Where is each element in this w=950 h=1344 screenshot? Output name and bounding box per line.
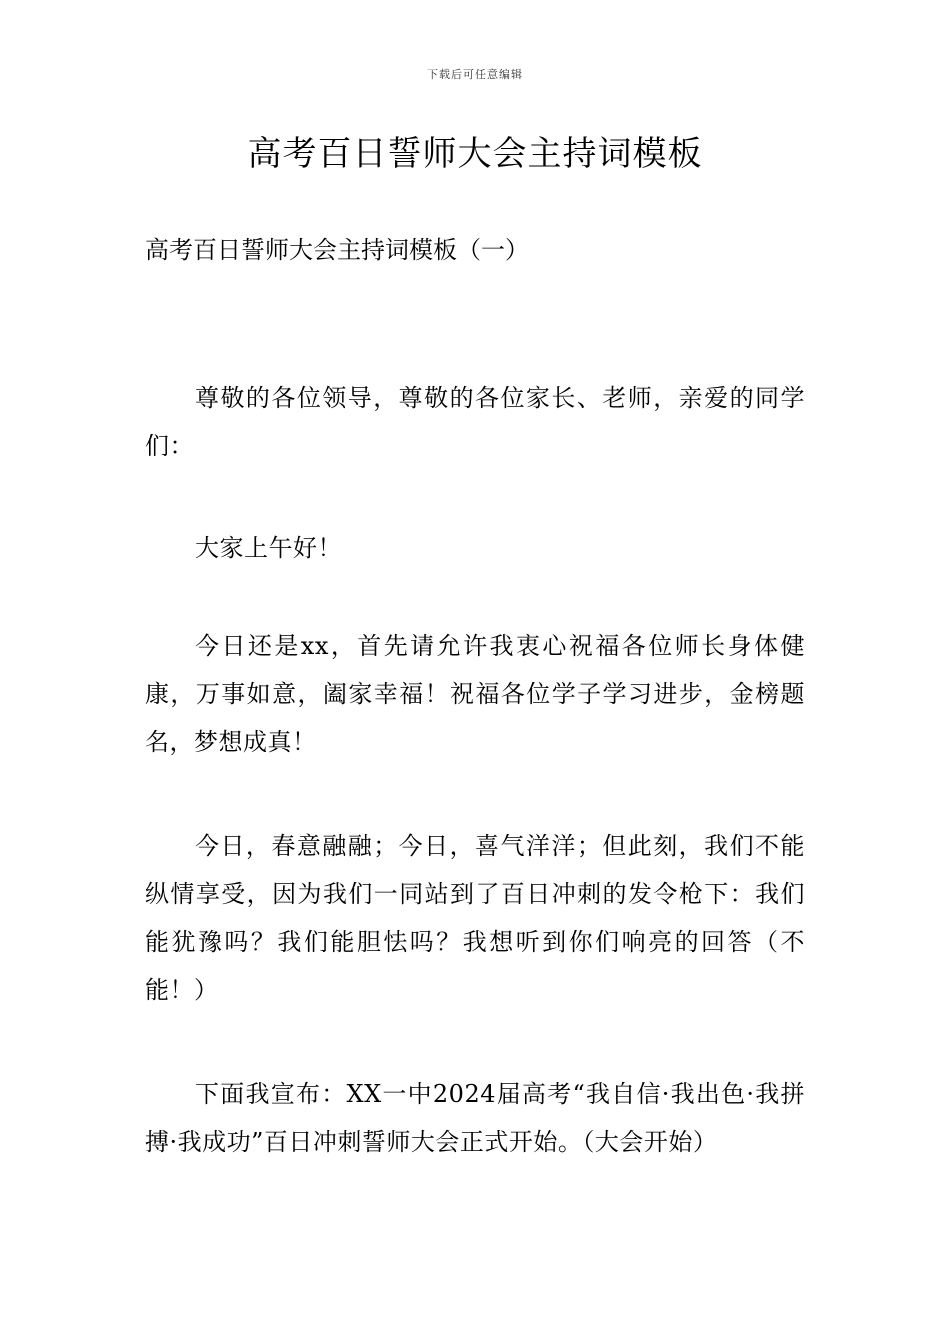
header-note: 下载后可任意编辑 [427,68,523,81]
paragraph-sprint: 今日，春意融融；今日，喜气洋洋；但此刻，我们不能纵情享受，因为我们一同站到了百日冲刺的发令枪下：我们能犹豫吗？我们能胆怯吗？我想听到你们响亮的回答（不能！） [145,832,805,1004]
section-heading: 高考百日誓师大会主持词模板（一） [145,236,529,264]
paragraph-announcement: 下面我宣布：XX一中2024届高考“我自信·我出色·我拼搏·我成功”百日冲刺誓师大会正式开始。（大会开始） [145,1080,805,1156]
paragraph-blessing: 今日还是xx，首先请允许我衷心祝福各位师长身体健康，万事如意，阖家幸福！祝福各位学子学习进步，金榜题名，梦想成真！ [145,632,805,756]
paragraph-greeting: 尊敬的各位领导，尊敬的各位家长、老师，亲爱的同学们： [145,384,805,460]
document-title: 高考百日誓师大会主持词模板 [247,134,703,174]
paragraph-good-morning: 大家上午好！ [195,534,342,562]
